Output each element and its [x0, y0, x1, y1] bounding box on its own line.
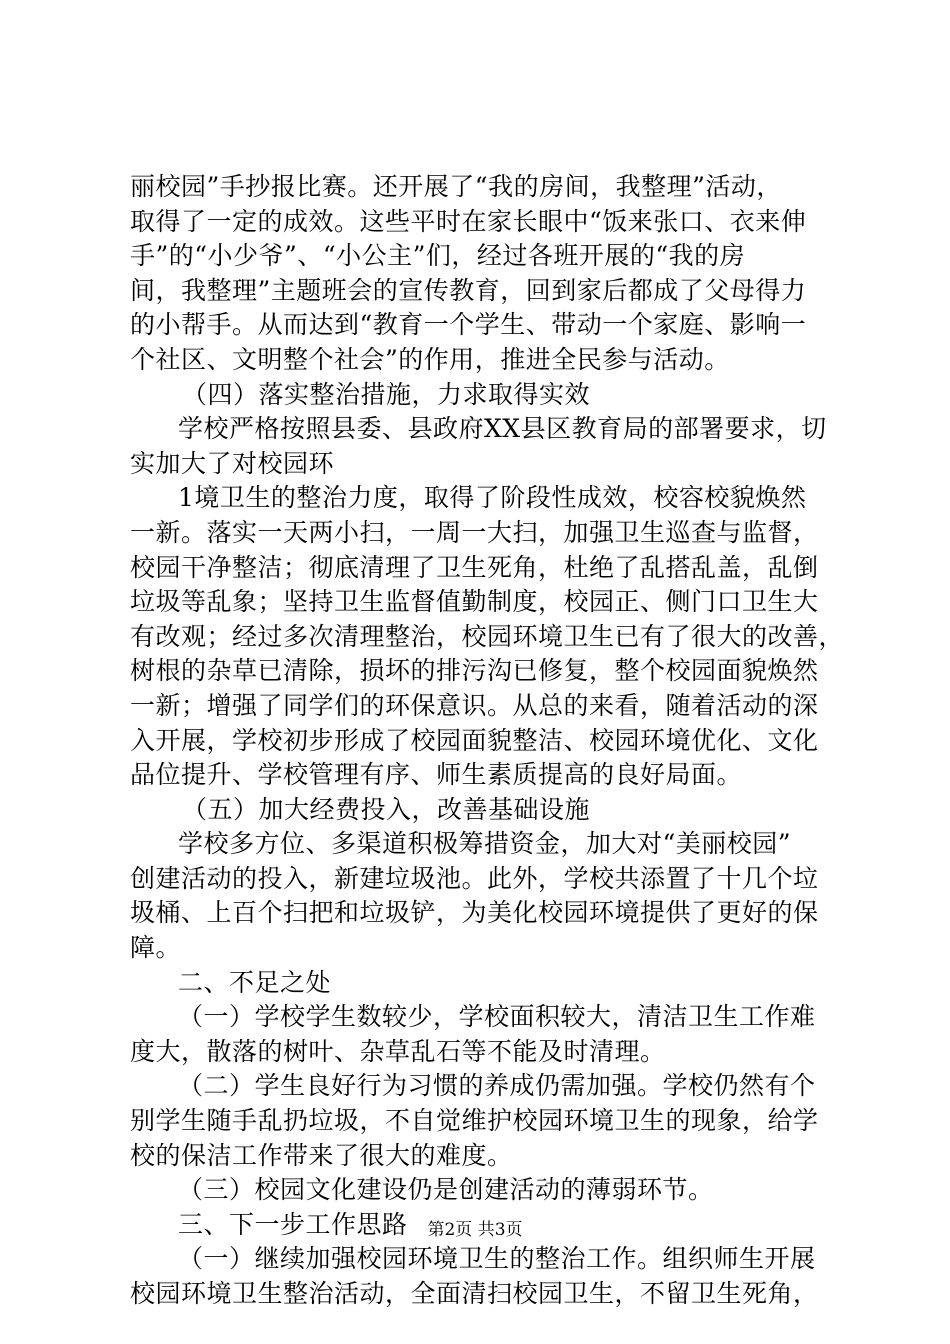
- text-line: 手”的“小少爷”、“小公主”们，经过各班开展的“我的房: [130, 241, 746, 271]
- text-line: 垃圾等乱象；坚持卫生监督值勤制度，校园正、侧门口卫生大: [130, 587, 819, 617]
- text-line: 间，我整理”主题班会的宣传教育，回到家后都成了父母得力: [130, 275, 807, 305]
- text-line: 障。: [130, 933, 182, 963]
- text-line: 度大，散落的树叶、杂草乱石等不能及时清理。: [130, 1036, 666, 1066]
- text-line: 有改观；经过多次清理整治，校园环境卫生已有了很大的改善，: [130, 621, 845, 651]
- text-line: 一新。落实一天两小扫，一周一大扫，加强卫生巡查与监督，: [130, 517, 819, 547]
- section-heading: （五）加大经费投入，改善基础设施: [182, 794, 591, 824]
- text-line: 校的保洁工作带来了很大的难度。: [130, 1140, 513, 1170]
- text-line: 树根的杂草已清除，损坏的排污沟已修复，整个校园面貌焕然: [130, 656, 819, 686]
- text-line: 校园干净整洁；彻底清理了卫生死角，杜绝了乱搭乱盖，乱倒: [130, 552, 819, 582]
- page-number: 第2页 共3页: [427, 1220, 523, 1240]
- text-line: 的小帮手。从而达到“教育一个学生、带动一个家庭、影响一: [130, 310, 807, 340]
- text-line: 圾桶、上百个扫把和垃圾铲，为美化校园环境提供了更好的保: [130, 898, 819, 928]
- text-line: 一新；增强了同学们的环保意识。从总的来看，随着活动的深: [130, 690, 819, 720]
- text-line: （三）校园文化建设仍是创建活动的薄弱环节。: [178, 1175, 714, 1205]
- text-line: （一）继续加强校园环境卫生的整治工作。组织师生开展: [178, 1244, 816, 1274]
- text-line: （二）学生良好行为习惯的养成仍需加强。学校仍然有个: [178, 1071, 816, 1101]
- text-line: 入开展，学校初步形成了校园面貌整洁、校园环境优化、文化: [130, 725, 819, 755]
- text-line: 取得了一定的成效。这些平时在家长眼中“饭来张口、衣来伸: [130, 206, 807, 236]
- text-line: 品位提升、学校管理有序、师生素质提高的良好局面。: [130, 760, 743, 790]
- page-footer: [0, 1219, 950, 1241]
- text-line: 个社区、文明整个社会”的作用，推进全民参与活动。: [130, 344, 730, 374]
- text-line: 校园环境卫生整治活动，全面清扫校园卫生，不留卫生死角，: [130, 1279, 819, 1308]
- text-line: （一）学校学生数较少，学校面积较大，清洁卫生工作难: [178, 1002, 816, 1032]
- text-line: 1境卫生的整治力度，取得了阶段性成效，校容校貌焕然: [178, 483, 807, 513]
- text-line: 实加大了对校园环: [130, 448, 335, 478]
- text-line: 学校严格按照县委、县政府XX县区教育局的部署要求，切: [178, 414, 827, 444]
- text-line: 创建活动的投入，新建垃圾池。此外，学校共添置了十几个垃: [130, 863, 819, 893]
- section-heading: 三、下一步工作思路: [178, 1209, 408, 1239]
- section-heading: 二、不足之处: [178, 967, 332, 997]
- text-line: 别学生随手乱扔垃圾，不自觉维护校园环境卫生的现象，给学: [130, 1106, 819, 1136]
- text-line: 学校多方位、多渠道积极筹措资金，加大对“美丽校园”: [178, 829, 792, 859]
- document-body: [130, 170, 845, 1312]
- section-heading: （四）落实整治措施，力求取得实效: [182, 379, 591, 409]
- text-line: 丽校园”手抄报比赛。还开展了“我的房间，我整理”活动，: [130, 172, 782, 201]
